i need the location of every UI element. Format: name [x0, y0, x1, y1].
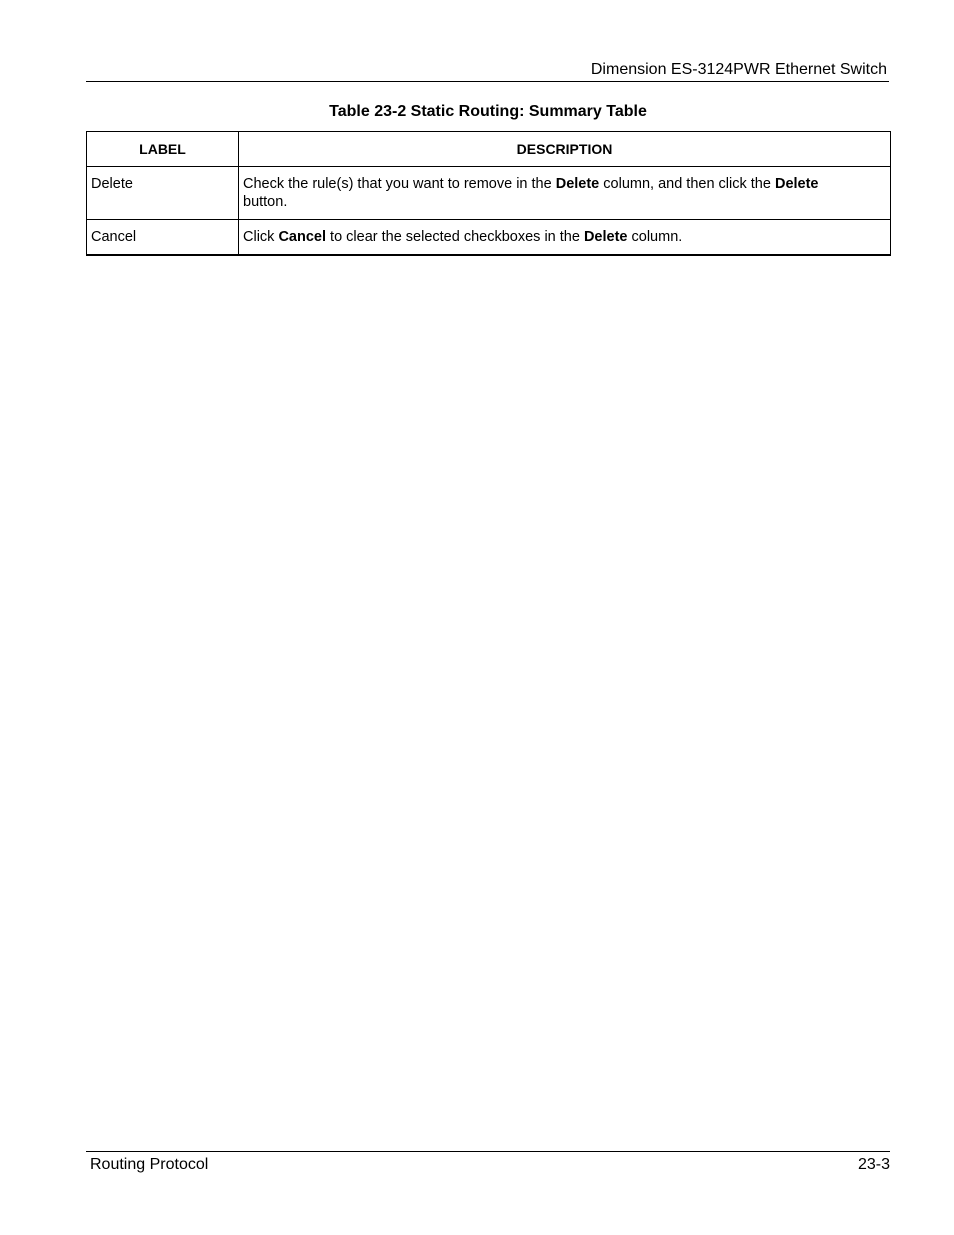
column-header-label: LABEL — [87, 132, 239, 167]
description-bold-term: Cancel — [278, 229, 327, 245]
page-header — [86, 58, 889, 82]
description-text: column, and then click the — [599, 176, 775, 192]
description-bold-term: Delete — [555, 176, 600, 192]
footer-section-title: Routing Protocol — [90, 1156, 209, 1173]
page-number: 23-3 — [857, 1156, 890, 1173]
page-footer — [86, 1151, 890, 1177]
description-bold-term: Delete — [774, 176, 819, 192]
description-text: Check the rule(s) that you want to remove in the — [243, 176, 556, 192]
row-description — [239, 220, 891, 256]
table-header-row — [87, 132, 891, 167]
column-header-description: DESCRIPTION — [239, 132, 891, 167]
description-text: to clear the selected checkboxes in the — [326, 229, 584, 245]
table-row — [87, 167, 891, 220]
header-title: Dimension ES-3124PWR Ethernet Switch — [590, 61, 887, 78]
description-text: button. — [243, 194, 288, 210]
summary-table — [86, 131, 891, 256]
description-text: column. — [627, 229, 683, 245]
row-label: Cancel — [87, 220, 239, 256]
description-text: Click — [243, 229, 279, 245]
table-row — [87, 220, 891, 256]
row-label: Delete — [87, 167, 239, 220]
description-bold-term: Delete — [583, 229, 628, 245]
table-caption: Table 23-2 Static Routing: Summary Table — [329, 103, 647, 120]
row-description — [239, 167, 891, 220]
